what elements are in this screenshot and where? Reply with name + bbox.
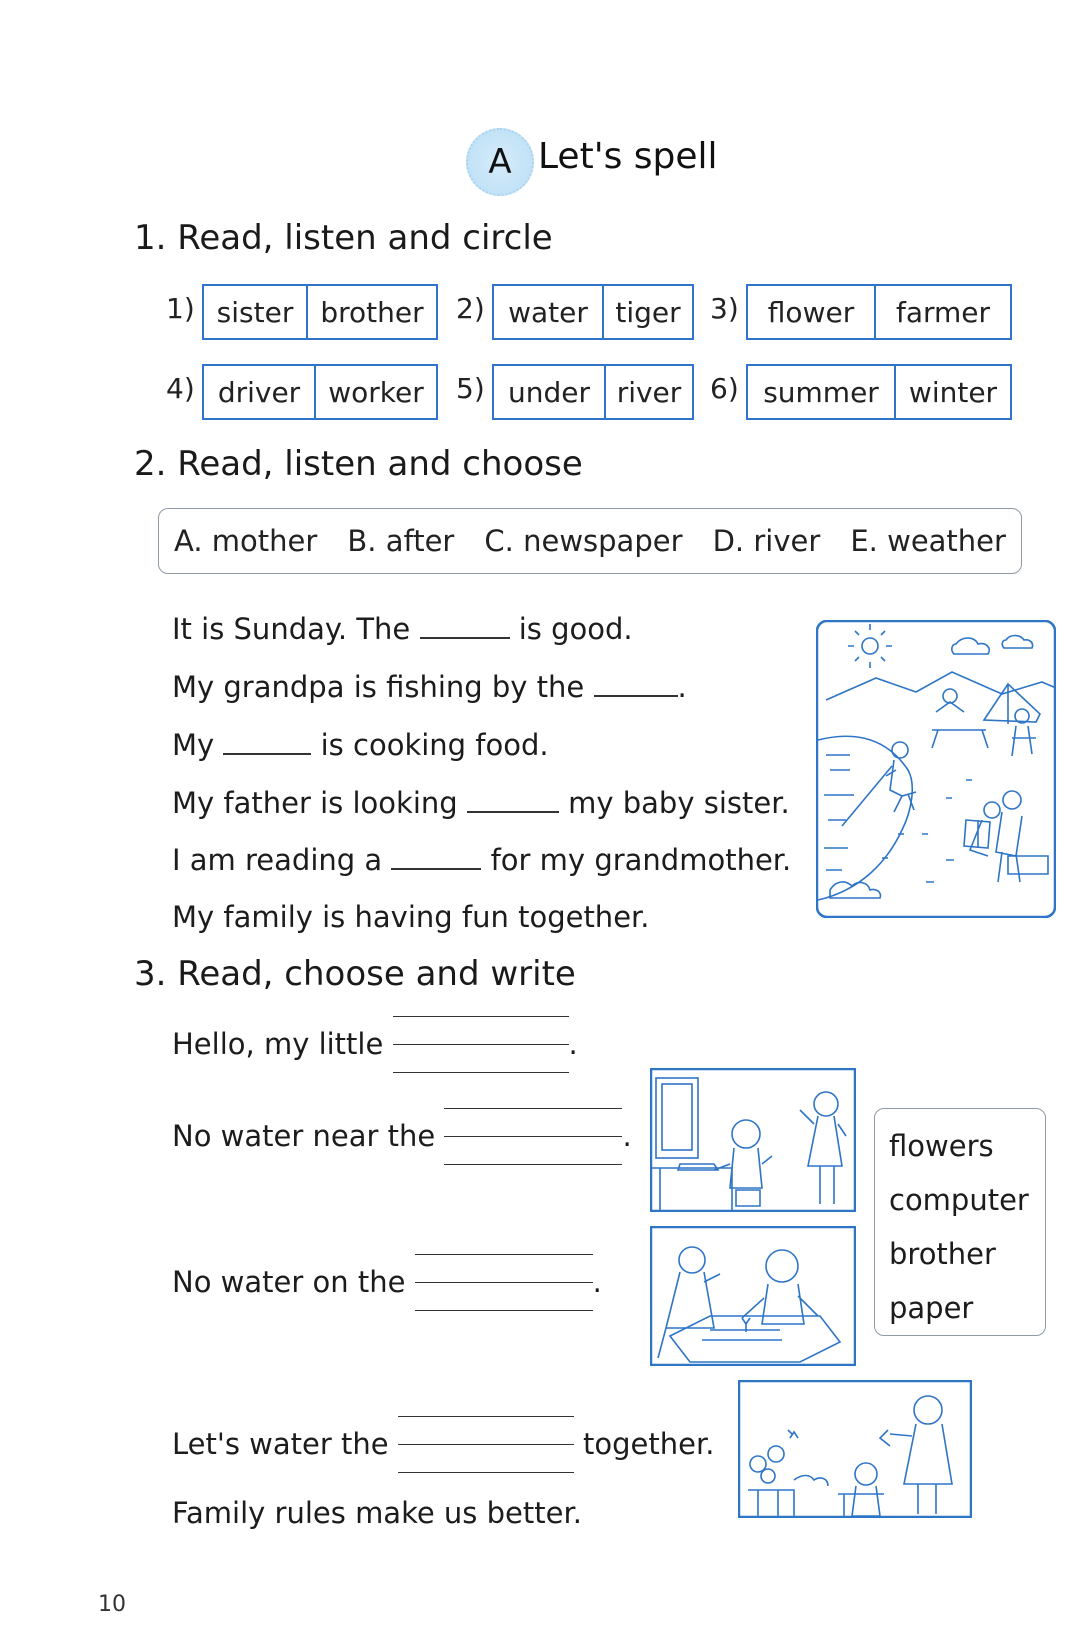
word-option[interactable]: driver <box>217 375 301 409</box>
word-pair-1[interactable] <box>202 284 438 340</box>
section1-heading: 1. Read, listen and circle <box>134 218 553 258</box>
word-option[interactable]: under <box>507 375 590 409</box>
option: E. weather <box>850 524 1006 558</box>
word-pair-4[interactable] <box>202 364 438 420</box>
page-number: 10 <box>98 1592 126 1617</box>
paper-picture <box>650 1226 856 1366</box>
word-pair-6[interactable] <box>746 364 1012 420</box>
word-option[interactable]: water <box>508 295 588 329</box>
section2-heading: 2. Read, listen and choose <box>134 444 583 484</box>
option: D. river <box>712 524 821 558</box>
answer-blank[interactable] <box>467 789 559 813</box>
item-number: 2) <box>456 292 485 325</box>
word-option[interactable]: brother <box>306 286 436 338</box>
word-option[interactable]: river <box>604 366 692 418</box>
sentence: My father is looking my baby sister. <box>172 786 790 820</box>
word-pair-3[interactable] <box>746 284 1012 340</box>
item-number: 6) <box>710 372 739 405</box>
option: A. mother <box>174 524 318 558</box>
answer-blank[interactable] <box>391 846 481 870</box>
word-bank-item: computer <box>889 1183 1029 1217</box>
word-pair-2[interactable] <box>492 284 694 340</box>
answer-writing-lines[interactable] <box>393 1016 569 1076</box>
word-option[interactable]: winter <box>894 366 1010 418</box>
answer-writing-lines[interactable] <box>444 1108 622 1168</box>
word-bank-item: paper <box>889 1291 974 1325</box>
computer-picture <box>650 1068 856 1212</box>
section-badge: A <box>466 128 534 196</box>
item-number: 5) <box>456 372 485 405</box>
writing-line: Let's water the together. <box>172 1416 714 1476</box>
word-pair-5[interactable] <box>492 364 694 420</box>
word-option[interactable]: tiger <box>602 286 692 338</box>
word-bank-item: flowers <box>889 1129 994 1163</box>
word-option[interactable]: summer <box>763 375 879 409</box>
word-bank <box>874 1108 1046 1336</box>
section3-heading: 3. Read, choose and write <box>134 954 576 994</box>
writing-line: Hello, my little . <box>172 1016 578 1076</box>
answer-blank[interactable] <box>594 673 678 697</box>
family-picnic-picture <box>816 620 1056 918</box>
answer-writing-lines[interactable] <box>415 1254 593 1314</box>
writing-line: No water near the . <box>172 1108 632 1168</box>
option: C. newspaper <box>484 524 683 558</box>
closing-sentence: Family rules make us better. <box>172 1496 582 1530</box>
word-option[interactable]: worker <box>314 366 436 418</box>
item-number: 1) <box>166 292 195 325</box>
writing-line: No water on the . <box>172 1254 602 1314</box>
option: B. after <box>347 524 455 558</box>
word-option[interactable]: farmer <box>874 286 1010 338</box>
page-title: Let's spell <box>538 136 718 177</box>
answer-writing-lines[interactable] <box>398 1416 574 1476</box>
sentence: I am reading a for my grandmother. <box>172 843 792 877</box>
answer-blank[interactable] <box>420 615 510 639</box>
answer-blank[interactable] <box>223 731 311 755</box>
sentence: My is cooking food. <box>172 728 549 762</box>
item-number: 4) <box>166 372 195 405</box>
word-option[interactable]: flower <box>767 295 855 329</box>
word-bank-item: brother <box>889 1237 996 1271</box>
flowers-picture <box>738 1380 972 1518</box>
word-option[interactable]: sister <box>216 295 294 329</box>
sentence: My grandpa is fishing by the . <box>172 670 687 704</box>
options-box <box>158 508 1022 574</box>
sentence: It is Sunday. The is good. <box>172 612 633 646</box>
item-number: 3) <box>710 292 739 325</box>
sentence: My family is having fun together. <box>172 900 650 934</box>
